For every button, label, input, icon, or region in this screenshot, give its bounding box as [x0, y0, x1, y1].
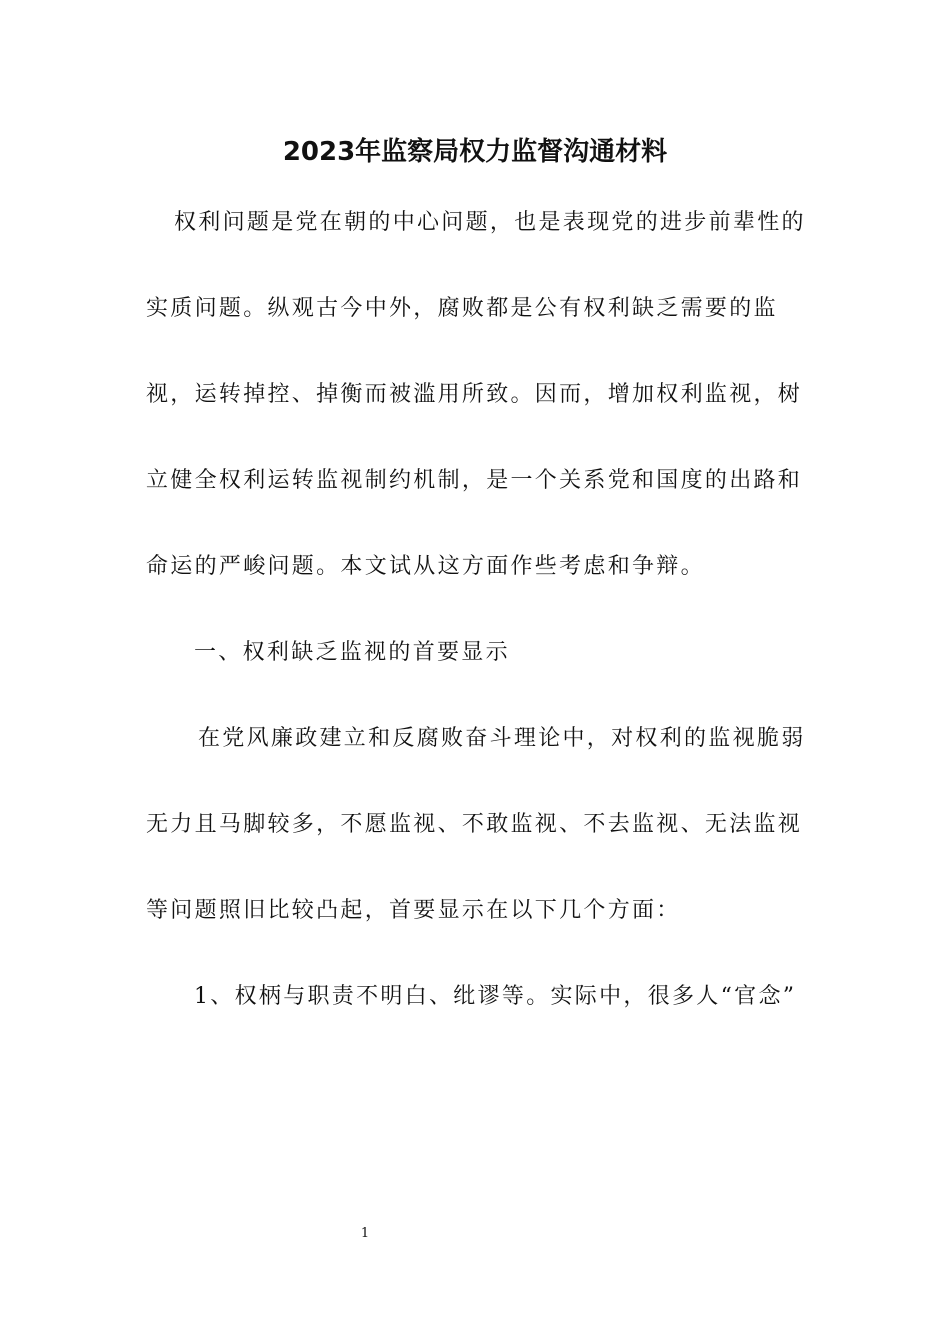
list-item: 1、权柄与职责不明白、纰谬等。实际中，很多人“官念”	[194, 984, 797, 1009]
paragraph-line: 等问题照旧比较凸起，首要显示在以下几个方面：	[146, 898, 681, 923]
page-number: 1	[360, 1226, 370, 1241]
document-body	[146, 198, 806, 1058]
document-title: 2023年监察局权力监督沟通材料	[282, 137, 668, 167]
section-heading: 一、权利缺乏监视的首要显示	[194, 640, 510, 665]
paragraph-line: 视，运转掉控、掉衡而被滥用所致。因而，增加权利监视，树	[146, 382, 803, 407]
paragraph-line: 无力且马脚较多，不愿监视、不敢监视、不去监视、无法监视	[146, 812, 803, 837]
paragraph-line: 实质问题。纵观古今中外，腐败都是公有权利缺乏需要的监	[146, 296, 778, 321]
paragraph-line: 在党风廉政建立和反腐败奋斗理论中，对权利的监视脆弱	[198, 726, 806, 751]
paragraph-line: 立健全权利运转监视制约机制，是一个关系党和国度的出路和	[146, 468, 803, 493]
paragraph-line: 权利问题是党在朝的中心问题，也是表现党的进步前辈性的	[174, 210, 806, 235]
paragraph-line: 命运的严峻问题。本文试从这方面作些考虑和争辩。	[146, 554, 705, 579]
